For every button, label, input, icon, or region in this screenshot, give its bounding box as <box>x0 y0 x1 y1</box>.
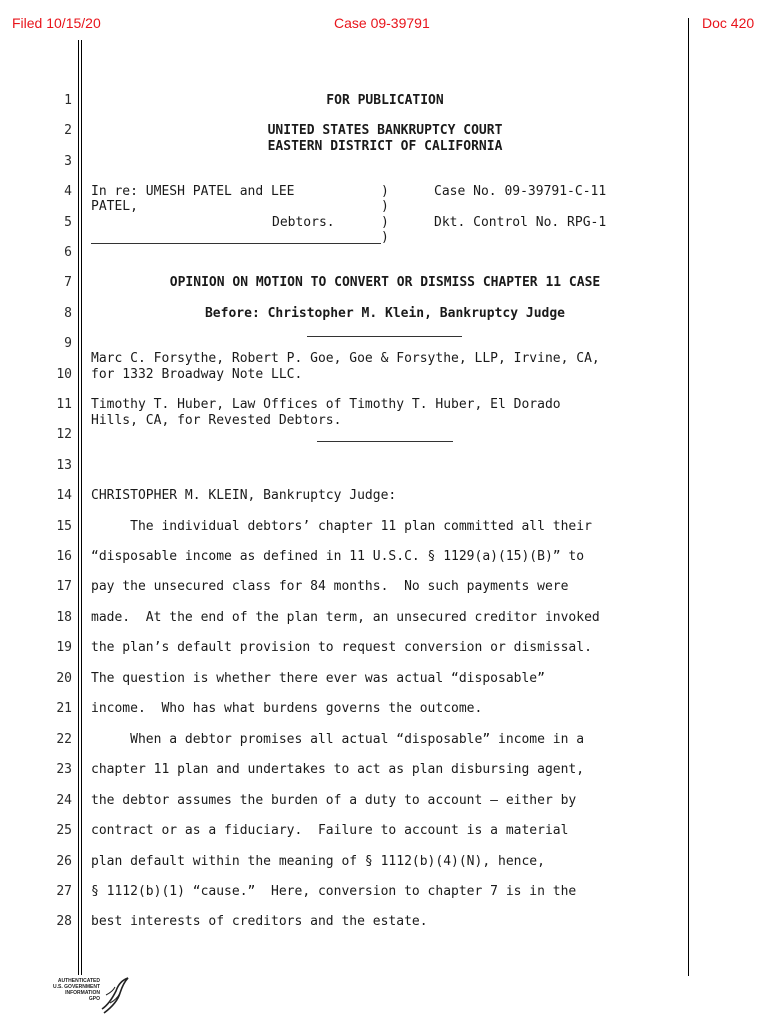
body-line: contract or as a fiduciary. Failure to account is a material <box>91 823 569 838</box>
body-line: the plan’s default provision to request conversion or dismissal. <box>91 640 592 655</box>
left-margin-rule <box>78 40 79 975</box>
body-line: CHRISTOPHER M. KLEIN, Bankruptcy Judge: <box>91 488 397 503</box>
line-number: 23 <box>56 762 72 777</box>
line-number: 11 <box>56 397 72 412</box>
body-line: § 1112(b)(1) “cause.” Here, conversion to chapter 7 is in the <box>91 884 577 899</box>
body-line: plan default within the meaning of § 1112(b)(4)(N), hence, <box>91 854 545 869</box>
line-number: 9 <box>64 336 72 351</box>
body-line: The question is whether there ever was actual “disposable” <box>91 671 545 686</box>
opinion-title: OPINION ON MOTION TO CONVERT OR DISMISS CHAPTER 11 CASE <box>169 275 601 290</box>
debtors-label: Debtors. <box>272 215 335 230</box>
gpo-eagle-icon <box>98 975 132 1015</box>
body-line: pay the unsecured class for 84 months. No such payments were <box>91 579 569 594</box>
counsel-debtors-continued: Hills, CA, for Revested Debtors. <box>91 413 342 428</box>
line-number: 25 <box>56 823 72 838</box>
line-number: 10 <box>56 367 72 382</box>
line-number: 12 <box>56 427 72 442</box>
caption-paren: ) <box>381 230 389 245</box>
caption-paren: ) <box>381 199 389 214</box>
seal-text-line: INFORMATION <box>65 990 100 996</box>
body-line: “disposable income as defined in 11 U.S.C. § 1129(a)(15)(B)” to <box>91 549 585 564</box>
seal-text-line: U.S. GOVERNMENT <box>53 984 100 990</box>
body-line: When a debtor promises all actual “disposable” income in a <box>91 732 585 747</box>
left-margin-rule-inner <box>81 40 82 975</box>
line-number: 24 <box>56 793 72 808</box>
before-judge: Before: Christopher M. Klein, Bankruptcy Judge <box>204 306 566 321</box>
filed-date-stamp: Filed 10/15/20 <box>12 15 101 31</box>
line-number: 21 <box>56 701 72 716</box>
counsel-debtors: Timothy T. Huber, Law Offices of Timothy T. Huber, El Dorado <box>91 397 561 412</box>
line-number: 20 <box>56 671 72 686</box>
body-line: The individual debtors’ chapter 11 plan committed all their <box>91 519 592 534</box>
seal-text-line: AUTHENTICATED <box>57 978 100 984</box>
line-number: 18 <box>56 610 72 625</box>
body-line: made. At the end of the plan term, an unsecured creditor invoked <box>91 610 600 625</box>
line-number: 26 <box>56 854 72 869</box>
body-line: chapter 11 plan and undertakes to act as plan disbursing agent, <box>91 762 585 777</box>
caption-underline <box>91 243 381 244</box>
caption-paren: ) <box>381 215 389 230</box>
court-district: EASTERN DISTRICT OF CALIFORNIA <box>267 139 503 154</box>
line-number: 1 <box>64 93 72 108</box>
line-number: 14 <box>56 488 72 503</box>
in-re-line: In re: UMESH PATEL and LEE <box>91 184 295 199</box>
line-number: 15 <box>56 519 72 534</box>
body-line: the debtor assumes the burden of a duty to account — either by <box>91 793 577 808</box>
line-number: 17 <box>56 579 72 594</box>
body-line: income. Who has what burdens governs the outcome. <box>91 701 483 716</box>
right-margin-rule <box>688 18 689 976</box>
counsel-plaintiff: Marc C. Forsythe, Robert P. Goe, Goe & Forsythe, LLP, Irvine, CA, <box>91 351 600 366</box>
line-number: 13 <box>56 458 72 473</box>
line-number: 7 <box>64 275 72 290</box>
line-number: 27 <box>56 884 72 899</box>
publication-heading: FOR PUBLICATION <box>326 93 444 108</box>
court-name: UNITED STATES BANKRUPTCY COURT <box>267 123 503 138</box>
line-number: 4 <box>64 184 72 199</box>
line-number: 6 <box>64 245 72 260</box>
line-number: 8 <box>64 306 72 321</box>
line-number: 19 <box>56 640 72 655</box>
line-number: 22 <box>56 732 72 747</box>
docket-control-number: Dkt. Control No. RPG-1 <box>434 215 607 230</box>
counsel-plaintiff-continued: for 1332 Broadway Note LLC. <box>91 367 303 382</box>
caption-paren: ) <box>381 184 389 199</box>
title-rule <box>307 336 462 337</box>
case-number-stamp: Case 09-39791 <box>334 15 430 31</box>
line-number: 3 <box>64 154 72 169</box>
seal-text-line: GPO <box>88 996 100 1002</box>
line-number: 2 <box>64 123 72 138</box>
in-re-line-continued: PATEL, <box>91 199 138 214</box>
body-line: best interests of creditors and the estate. <box>91 914 428 929</box>
case-number: Case No. 09-39791-C-11 <box>434 184 607 199</box>
doc-number-stamp: Doc 420 <box>702 15 755 31</box>
line-number: 16 <box>56 549 72 564</box>
line-number: 28 <box>56 914 72 929</box>
counsel-rule <box>317 441 453 442</box>
gpo-authentication-seal <box>42 975 132 1015</box>
line-number: 5 <box>64 215 72 230</box>
